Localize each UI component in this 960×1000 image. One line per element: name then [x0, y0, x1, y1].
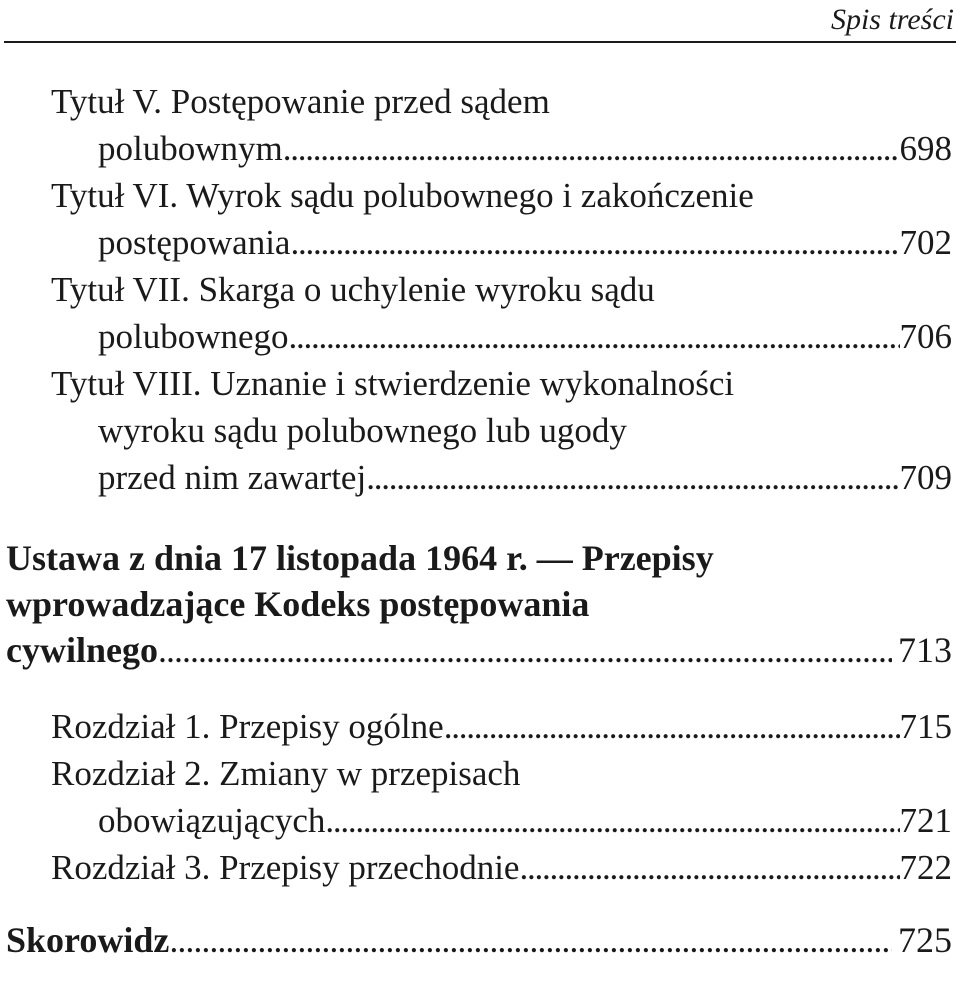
toc-page-number: 715	[899, 707, 952, 746]
toc-entry-tytul-v[interactable]	[0, 78, 960, 172]
toc-entry-title-cont: wyroku sądu polubownego lub ugody	[98, 411, 627, 450]
toc-page-number: 706	[899, 317, 952, 356]
toc-entry-title: Tytuł VII. Skarga o uchylenie wyroku sądu	[51, 270, 655, 309]
toc-page-number: 698	[899, 129, 952, 168]
toc-entry-rozdzial-3[interactable]	[0, 844, 960, 891]
toc-entry-title-cont: polubownego	[98, 317, 289, 356]
toc-entry-skorowidz[interactable]	[0, 917, 960, 963]
dot-leader	[289, 313, 900, 360]
toc-entry-title-cont: wprowadzające Kodeks postępowania	[6, 584, 590, 624]
toc-entry-title: Tytuł VI. Wyrok sądu polubownego i zakończenie	[51, 176, 754, 215]
toc-entry-title: Ustawa z dnia 17 listopada 1964 r. — Przepisy	[6, 538, 714, 578]
toc-page-number: 722	[899, 848, 952, 887]
dot-leader	[169, 917, 892, 963]
toc-page-number: 725	[898, 920, 952, 960]
dot-leader	[283, 125, 900, 172]
toc-entry-title: Tytuł V. Postępowanie przed sądem	[51, 82, 550, 121]
toc-entry-title: Skorowidz	[6, 920, 170, 960]
toc-entry-title: Rozdział 1. Przepisy ogólne	[51, 707, 444, 746]
toc-entry-tytul-viii[interactable]	[0, 360, 960, 501]
toc-page-number: 721	[899, 801, 952, 840]
toc-entry-title-cont: przed nim zawartej	[98, 458, 367, 497]
toc-entry-tytul-vii[interactable]	[0, 266, 960, 360]
toc-entry-tytul-vi[interactable]	[0, 172, 960, 266]
toc-entry-title-cont: cywilnego	[6, 630, 158, 670]
toc-entry-title-cont: polubownym	[98, 129, 283, 168]
toc-entry-rozdzial-2[interactable]	[0, 750, 960, 844]
header-rule	[4, 41, 956, 43]
toc-entry-title: Tytuł VIII. Uznanie i stwierdzenie wykonalności	[51, 364, 735, 403]
toc-entry-title-cont: obowiązujących	[98, 801, 326, 840]
toc-entry-title: Rozdział 2. Zmiany w przepisach	[51, 754, 521, 793]
toc-entry-ustawa[interactable]	[0, 535, 960, 673]
toc-page-number: 702	[899, 223, 952, 262]
toc-entry-title: Rozdział 3. Przepisy przechodnie	[51, 848, 520, 887]
toc-entry-title-cont: postępowania	[98, 223, 291, 262]
table-of-contents	[0, 78, 960, 963]
toc-page-number: 709	[899, 458, 952, 497]
dot-leader	[519, 844, 899, 891]
dot-leader	[444, 703, 900, 750]
dot-leader	[290, 219, 899, 266]
toc-entry-rozdzial-1[interactable]	[0, 703, 960, 750]
dot-leader	[366, 454, 899, 501]
dot-leader	[158, 627, 892, 673]
dot-leader	[325, 797, 899, 844]
running-header: Spis treści	[830, 3, 954, 36]
toc-page-number: 713	[898, 630, 952, 670]
